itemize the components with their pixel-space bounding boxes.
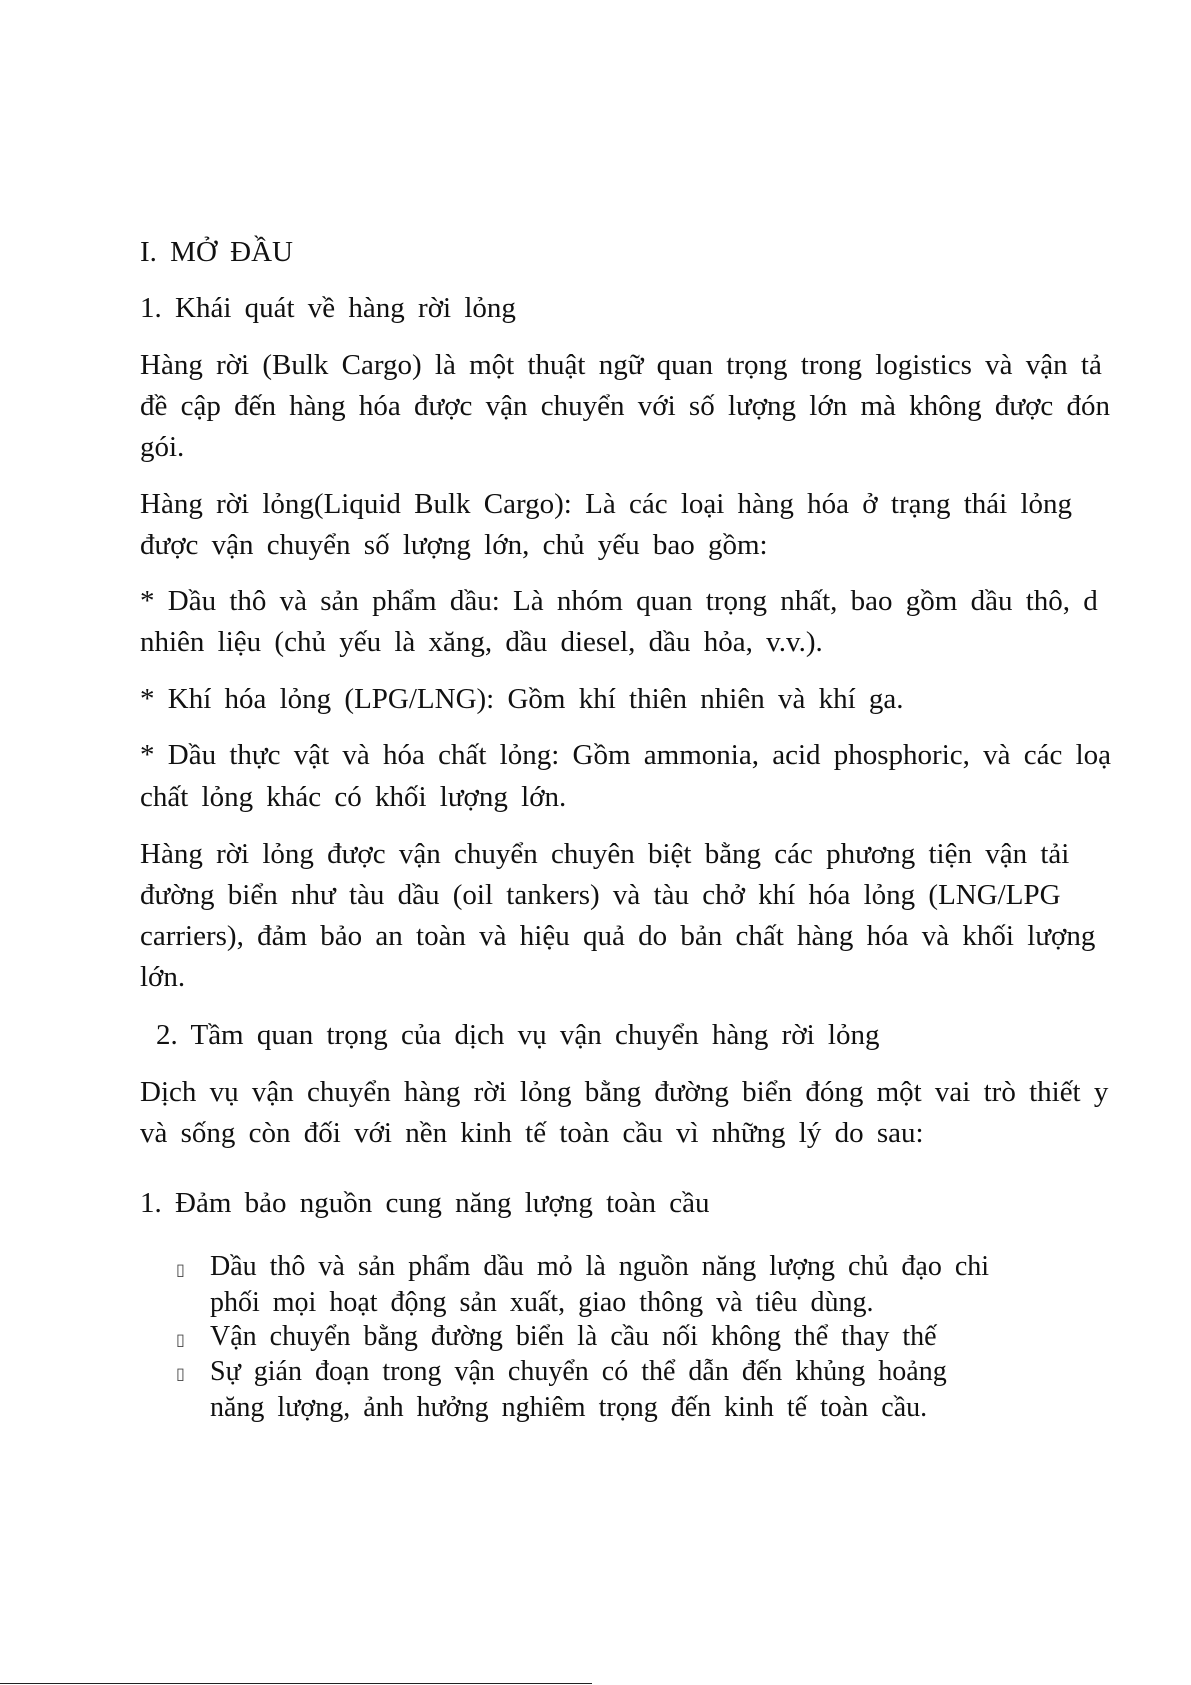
bullet2-line1: Vận chuyển bằng đường biển là cầu nối không thể thay thế [210, 1321, 937, 1352]
section2-title: 2. Tầm quan trọng của dịch vụ vận chuyển hàng rời lỏng [156, 1019, 880, 1051]
para4-line1: Dịch vụ vận chuyển hàng rời lỏng bằng đường biển đóng một vai trò thiết y [140, 1076, 1109, 1108]
bullet-marker-icon: ▯ [176, 1262, 185, 1279]
item2: * Khí hóa lỏng (LPG/LNG): Gồm khí thiên nhiên và khí ga. [140, 683, 904, 715]
bullet1-line1: Dầu thô và sản phẩm dầu mỏ là nguồn năng lượng chủ đạo chi [210, 1251, 990, 1282]
para4-line2: và sống còn đối với nền kinh tế toàn cầu vì những lý do sau: [140, 1117, 924, 1149]
footnote-separator [0, 1683, 592, 1684]
bullet3-line1: Sự gián đoạn trong vận chuyển có thể dẫn đến khủng hoảng [210, 1356, 947, 1387]
bullet-marker-icon: ▯ [176, 1332, 185, 1349]
item3-line1: * Dầu thực vật và hóa chất lỏng: Gồm ammonia, acid phosphoric, và các loạ [140, 739, 1112, 771]
para2-line2: được vận chuyển số lượng lớn, chủ yếu bao gồm: [140, 529, 768, 561]
item1-line2: nhiên liệu (chủ yếu là xăng, dầu diesel, dầu hỏa, v.v.). [140, 626, 823, 658]
para1-line2: đề cập đến hàng hóa được vận chuyển với số lượng lớn mà không được đón [140, 390, 1111, 422]
para1-line3: gói. [140, 431, 185, 463]
item3-line2: chất lỏng khác có khối lượng lớn. [140, 781, 567, 813]
section1-title: 1. Khái quát về hàng rời lỏng [140, 292, 516, 324]
para1-line1: Hàng rời (Bulk Cargo) là một thuật ngữ quan trọng trong logistics và vận tả [140, 349, 1102, 381]
section-heading: I. MỞ ĐẦU [140, 236, 293, 268]
para3-line3: carriers), đảm bảo an toàn và hiệu quả do bản chất hàng hóa và khối lượng [140, 920, 1096, 952]
para3-line2: đường biển như tàu dầu (oil tankers) và tàu chở khí hóa lỏng (LNG/LPG [140, 879, 1061, 911]
item1-line1: * Dầu thô và sản phẩm dầu: Là nhóm quan trọng nhất, bao gồm dầu thô, d [140, 585, 1098, 617]
para3-line4: lớn. [140, 961, 186, 993]
subsection1-title: 1. Đảm bảo nguồn cung năng lượng toàn cầu [140, 1187, 710, 1219]
bullet-marker-icon: ▯ [176, 1366, 185, 1383]
bullet1-line2: phối mọi hoạt động sản xuất, giao thông và tiêu dùng. [210, 1287, 874, 1318]
para3-line1: Hàng rời lỏng được vận chuyển chuyên biệt bằng các phương tiện vận tải [140, 838, 1070, 870]
para2-line1: Hàng rời lỏng(Liquid Bulk Cargo): Là các loại hàng hóa ở trạng thái lỏng [140, 488, 1073, 520]
bullet3-line2: năng lượng, ảnh hưởng nghiêm trọng đến kinh tế toàn cầu. [210, 1392, 928, 1423]
